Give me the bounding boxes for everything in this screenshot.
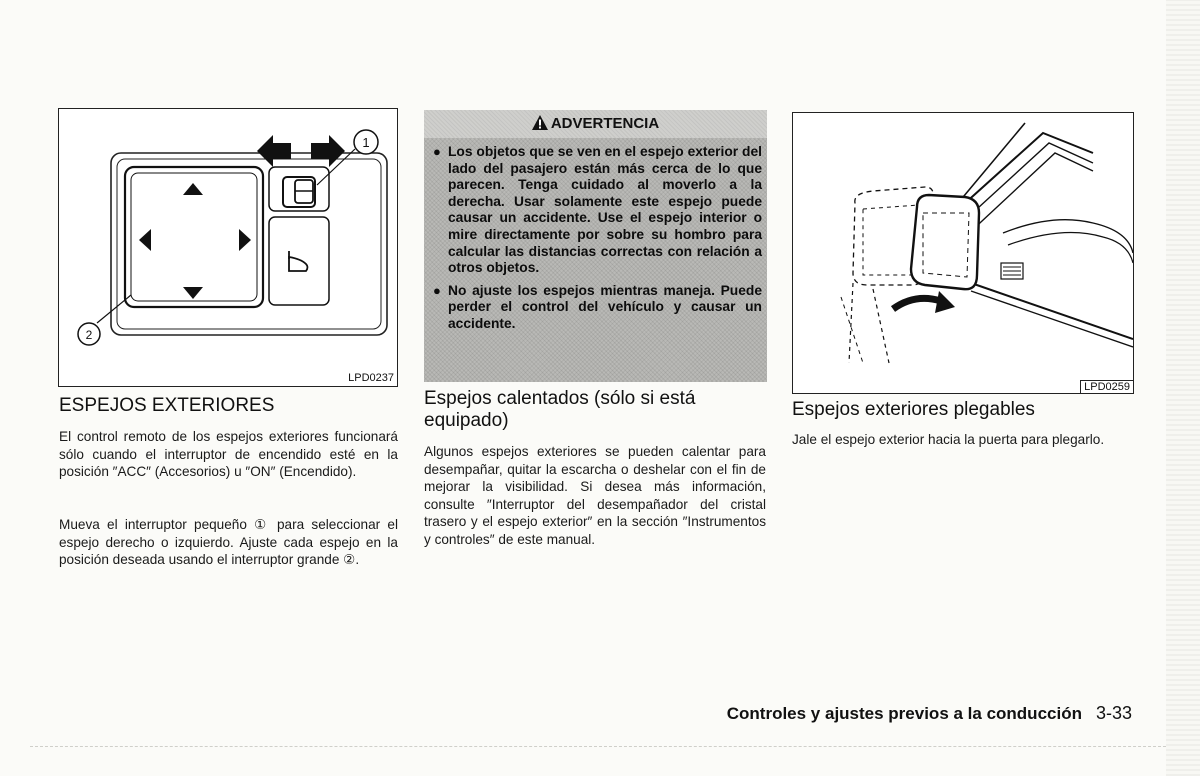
mirror-icon <box>289 257 308 271</box>
page-footer <box>600 702 1132 725</box>
double-arrow-right-icon <box>311 135 345 167</box>
figure-code-left: LPD0237 <box>348 372 394 384</box>
folding-mirror-illustration <box>793 113 1133 393</box>
mirror-control-illustration <box>59 109 397 386</box>
bullet-icon: ● <box>433 282 441 298</box>
callout-2-label: 2 <box>85 328 93 342</box>
warning-item <box>432 283 762 333</box>
warning-list <box>432 144 762 339</box>
section-heading-exterior-mirrors: ESPEJOS EXTERIORES <box>59 395 275 416</box>
figure-code-right: LPD0259 <box>1080 380 1133 393</box>
callout-1-label: 1 <box>362 135 370 150</box>
paragraph-heated-mirrors: Algunos espejos exteriores se pueden calentar para desempañar, quitar la escarcha o deshelar con el fin de mejorar la visibilidad. Si desea más información, consulte ″Interruptor del desempañador del cristal trasero y el espejo exterior″ en la sección ″Instrumentos y controles″ de este manual. <box>424 444 766 547</box>
section-heading-heated-mirrors: Espejos calentados (sólo si está equipado) <box>424 388 696 431</box>
bottom-rule <box>30 746 1166 747</box>
page-number: 3-33 <box>1095 703 1132 723</box>
warning-item-text: Los objetos que se ven en el espejo exterior del lado del pasajero están más cerca de lo que parecen. Tenga cuidado al moverlo a la derecha. Usar solamente este espejo puede causar un accidente. Use el espejo interior o mire directamente por sobre su hombro para calcular las distancias correctas con relación a otros objetos. <box>448 144 762 276</box>
mirror-housing <box>911 195 979 289</box>
page-edge-shadow <box>1166 0 1200 776</box>
warning-title: ADVERTENCIA <box>550 115 660 132</box>
fold-arrow-icon <box>893 298 941 309</box>
footer-section-title: Controles y ajustes previos a la conducción <box>726 704 1082 723</box>
paragraph-folding-mirrors: Jale el espejo exterior hacia la puerta para plegarlo. <box>792 432 1105 447</box>
paragraph-switch-usage: Mueva el interruptor pequeño ① para seleccionar el espejo derecho o izquierdo. Ajuste cada espejo en la posición deseada usando el interruptor grande ②. <box>59 517 398 567</box>
bullet-icon: ● <box>433 144 441 159</box>
warning-header <box>424 110 767 138</box>
double-arrow-left-icon <box>257 135 291 167</box>
warning-item-text: No ajuste los espejos mientras maneja. Puede perder el control del vehículo y causar un accidente. <box>448 282 762 331</box>
section-heading-folding-mirrors: Espejos exteriores plegables <box>792 399 1035 420</box>
mirror-control-figure <box>58 108 398 387</box>
folding-mirror-figure <box>792 112 1134 394</box>
warning-item <box>432 144 762 277</box>
paragraph-remote-control: El control remoto de los espejos exteriores funcionará sólo cuando el interruptor de encendido esté en la posición ″ACC″ (Accesorios) u ″ON″ (Encendido). <box>59 429 398 479</box>
warning-box <box>424 110 767 382</box>
warning-triangle-icon <box>532 115 548 130</box>
